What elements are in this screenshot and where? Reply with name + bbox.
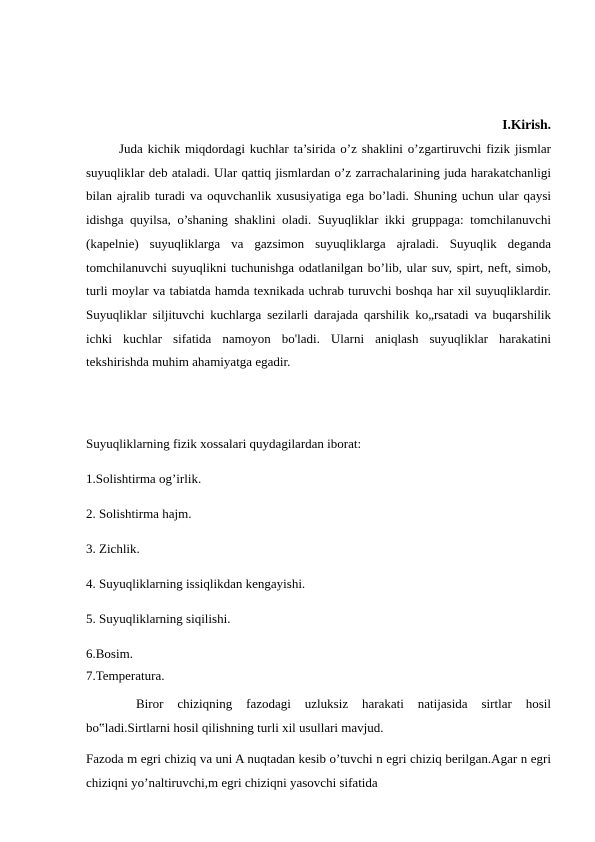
list-item: 2. Solishtirma hajm. xyxy=(86,506,192,521)
list-item: 1.Solishtirma og’irlik. xyxy=(86,471,202,486)
intro-paragraph: Juda kichik miqdordagi kuchlar ta’sirida o’z shaklini o’zgartiruvchi fizik jismlar suyuqliklar deb ataladi. Ular qattiq jismlardan o’z zarrachalarining juda harakatchanligi bilan ajralib turadi va oquvchanlik xususiyatiga ega bo’ladi. Shuning uchun ular qaysi idishga quyilsa, o’shaning shaklini oladi. Suyuqliklar ikki gruppaga: tomchilanuvchi (kapelnie) suyuqliklarga va gazsimon suyuqliklarga ajraladi. Suyuqlik deganda tomchilanuvchi suyuqlikni tuchunishga odatlanilgan bo’lib, ular suv, spirt, neft, simob, turli moylar va tabiatda hamda texnikada uchrab turuvchi boshqa har xil suyuqliklardir. Suyuqliklar siljituvchi kuchlarga sezilarli darajada qarshilik ko„rsatadi va buqarshilik ichki kuchlar sifatida namoyon bo'ladi. Ularni aniqlash suyuqliklar harakatini tekshirishda muhim ahamiyatga egadir. xyxy=(86,141,551,370)
list-item: 5. Suyuqliklarning siqilishi. xyxy=(86,611,231,626)
list-item: 7.Temperatura. xyxy=(86,668,165,683)
surfaces-paragraph: Biror chiziqning fazodagi uzluksiz harakati natijasida sirtlar hosil bo‟ladi.Sirtlarni hosil qilishning turli xil usullari mavjud. xyxy=(86,696,551,735)
list-item: 3. Zichlik. xyxy=(86,541,140,556)
curves-paragraph: Fazoda m egri chiziq va uni A nuqtadan kesib o’tuvchi n egri chiziq berilgan.Agar n egri chiziqni yo’naltiruvchi,m egri chiziqni yasovchi sifatida xyxy=(86,751,551,790)
section-heading: I.Kirish. xyxy=(502,117,551,132)
list-intro: Suyuqliklarning fizik xossalari quydagilardan iborat: xyxy=(86,436,362,451)
list-item: 6.Bosim. xyxy=(86,646,133,661)
list-item: 4. Suyuqliklarning issiqlikdan kengayishi. xyxy=(86,576,306,591)
